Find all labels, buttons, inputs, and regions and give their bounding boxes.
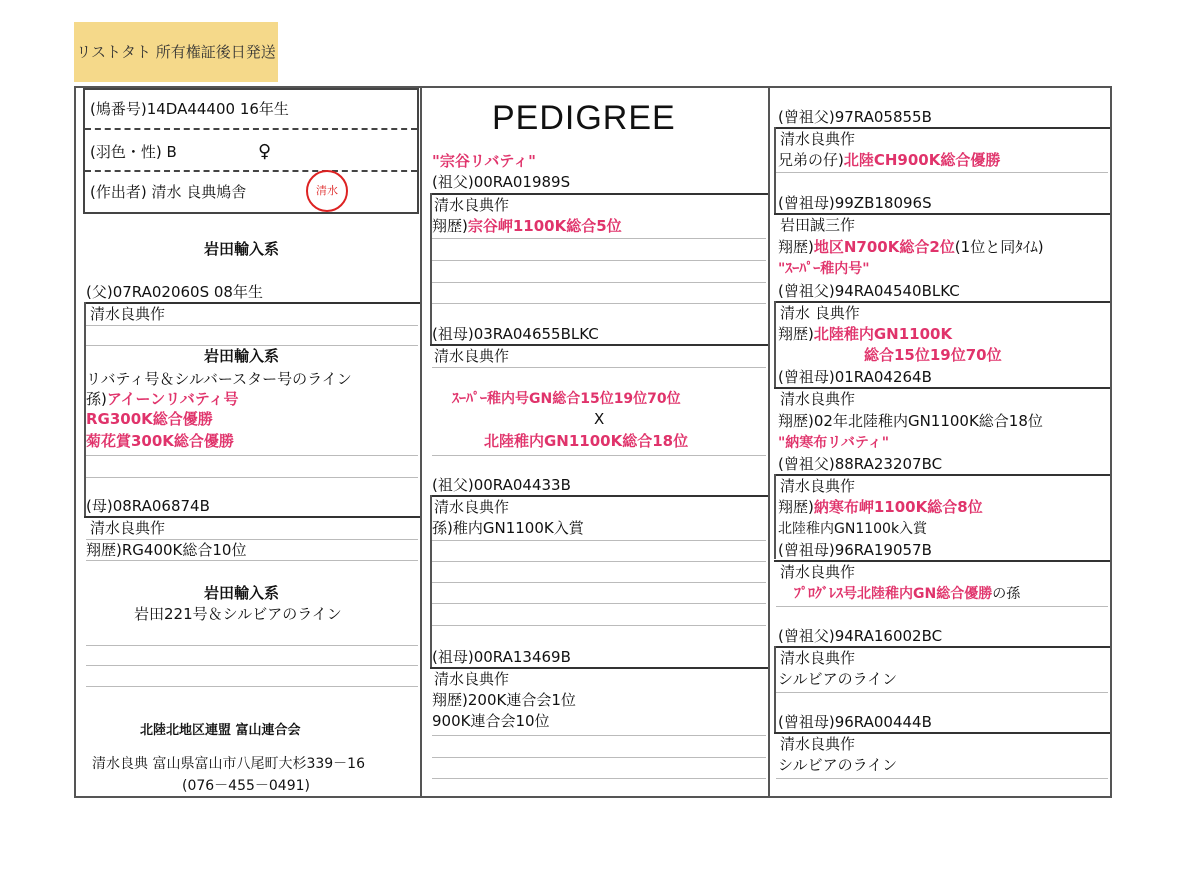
rule <box>432 540 766 541</box>
sire-award-1: RG300K総合優勝 <box>86 410 213 428</box>
rule <box>432 582 766 583</box>
record-award: 北陸稚内GN1100K <box>813 325 953 343</box>
footer-phone: (076－455－0491) <box>182 778 310 794</box>
rule <box>86 539 418 540</box>
ggs2-ring: (曾祖父)94RA04540BLKC <box>778 282 960 300</box>
divider <box>85 128 417 130</box>
ggs3-record <box>778 498 983 516</box>
rule <box>432 260 766 261</box>
ggd4-underline <box>774 732 1110 734</box>
ggd1-underline <box>774 213 1110 215</box>
ggs3-ring: (曾祖父)88RA23207BC <box>778 455 943 473</box>
ggd3-ring: (曾祖母)96RA19057B <box>778 541 932 559</box>
ggs4-bracket <box>774 646 776 732</box>
rule <box>432 455 766 456</box>
ggs2-breeder: 清水 良典作 <box>780 304 860 322</box>
granddam-breeder: 清水良典作 <box>434 347 510 365</box>
rule <box>432 561 766 562</box>
ggd4-breeder: 清水良典作 <box>780 735 856 753</box>
rule <box>776 172 1108 173</box>
divider <box>85 170 417 172</box>
footer-address: 清水良典 富山県富山市八尾町大杉339－16 <box>92 756 365 772</box>
grandchild-prefix: 孫) <box>86 390 107 408</box>
rule <box>776 606 1108 607</box>
rule <box>432 603 766 604</box>
rule <box>86 345 418 346</box>
ggs3-bracket <box>774 474 776 559</box>
ggd2-record: 翔歴)02年北陸稚内GN1100K総合18位 <box>778 412 1043 430</box>
sire-breeder: 清水良典作 <box>90 305 166 323</box>
record-award: 地区N700K総合2位 <box>813 238 955 256</box>
dam-line: 岩田221号＆シルビアのライン <box>134 605 342 623</box>
ggs3-record-2: 北陸稚内GN1100k入賞 <box>778 521 928 537</box>
dam-grandsire-record: 孫)稚内GN1100K入賞 <box>432 519 584 537</box>
note-award: 北陸CH900K総合優勝 <box>843 151 1001 169</box>
column-divider-2 <box>768 88 770 796</box>
sire-underline <box>84 302 420 304</box>
sire-grandchild <box>86 390 239 408</box>
grandsire-bracket <box>430 193 432 345</box>
dam-underline <box>84 516 420 518</box>
rule <box>432 757 766 758</box>
ggd3-underline <box>774 560 1110 562</box>
footer-club: 北陸北地区連盟 富山連合会 <box>140 723 301 738</box>
ggs4-line: シルビアのライン <box>778 670 898 688</box>
grandsire-breeder: 清水良典作 <box>434 196 510 214</box>
dam-grandsire-underline <box>430 495 768 497</box>
ggs4-breeder: 清水良典作 <box>780 649 856 667</box>
ggd2-breeder: 清水良典作 <box>780 390 856 408</box>
ggs3-breeder: 清水良典作 <box>780 477 856 495</box>
seal-stamp: 清水 <box>306 170 348 212</box>
ggs1-ring: (曾祖父)97RA05855B <box>778 108 932 126</box>
record-award: 宗谷岬1100K総合5位 <box>467 217 622 235</box>
ggs2-underline <box>774 301 1110 303</box>
ggd3-note <box>794 585 1020 603</box>
granddam-underline <box>430 344 768 346</box>
dam-lineage: 岩田輸入系 <box>204 584 280 602</box>
ggs2-name: "ｽｰﾊﾟｰ稚内号" <box>778 261 870 277</box>
sticky-note: リストタト 所有権証後日発送 <box>74 22 278 82</box>
ggs2-record <box>778 325 952 343</box>
bird-ring: (鳩番号)14DA44400 16年生 <box>90 100 289 118</box>
rule <box>432 778 766 779</box>
rule <box>432 238 766 239</box>
ggd2-underline <box>774 387 1110 389</box>
dam-record: 翔歴)RG400K総合10位 <box>86 541 247 559</box>
rule <box>86 477 418 478</box>
grandsire-underline <box>430 193 768 195</box>
grandsire-name: "宗谷リバティ" <box>432 152 536 170</box>
dam-grandsire-ring: (祖父)00RA04433B <box>432 476 571 494</box>
rule <box>432 735 766 736</box>
ggs3-name: "納寒布リバティ" <box>778 435 890 451</box>
ggs4-ring: (曾祖父)94RA16002BC <box>778 627 943 645</box>
note-award: ﾌﾟﾛｸﾞﾚｽ号北陸稚内GN総合優勝 <box>794 586 993 602</box>
rule <box>86 665 418 666</box>
cross-line-2: 北陸稚内GN1100K総合18位 <box>484 432 689 450</box>
rule <box>86 455 418 456</box>
note-suffix: の孫 <box>992 586 1021 602</box>
grandchild-name: アイーンリバティ号 <box>106 390 239 408</box>
dam-grandsire-breeder: 清水良典作 <box>434 498 510 516</box>
cross-line-1: ｽｰﾊﾟｰ稚内号GN総合15位19位70位 <box>452 391 681 407</box>
grandsire-record <box>432 217 622 235</box>
rule <box>432 367 766 368</box>
record-prefix: 翔歴) <box>778 238 814 256</box>
ggs3-underline <box>774 474 1110 476</box>
record-prefix: 翔歴) <box>432 217 468 235</box>
ggd1-breeder: 岩田誠三作 <box>780 216 856 234</box>
sire-ring: (父)07RA02060S 08年生 <box>86 283 263 301</box>
dam-granddam-breeder: 清水良典作 <box>434 670 510 688</box>
record-award: 納寒布岬1100K総合8位 <box>813 498 983 516</box>
column-divider-1 <box>420 88 422 796</box>
ggs1-breeder: 清水良典作 <box>780 130 856 148</box>
dam-granddam-ring: (祖母)00RA13469B <box>432 648 571 666</box>
ggd2-ring: (曾祖母)01RA04264B <box>778 368 932 386</box>
ggs1-note <box>778 151 1000 169</box>
ggs4-underline <box>774 646 1110 648</box>
ggs1-bracket <box>774 127 776 213</box>
dam-ring: (母)08RA06874B <box>86 497 210 515</box>
record-prefix: 翔歴) <box>778 325 814 343</box>
rule <box>432 282 766 283</box>
cross-x: X <box>594 410 605 428</box>
dam-granddam-underline <box>430 667 768 669</box>
rule <box>86 325 418 326</box>
ggd1-record <box>778 238 1044 256</box>
record-prefix: 翔歴) <box>778 498 814 516</box>
note-prefix: 兄弟の仔) <box>778 151 844 169</box>
record-suffix: (1位と同ﾀｲﾑ) <box>954 238 1044 256</box>
bird-color-sex: (羽色・性) B <box>90 143 177 161</box>
rule <box>86 560 418 561</box>
rule <box>776 778 1108 779</box>
left-lineage: 岩田輸入系 <box>204 240 280 258</box>
sire-line: リバティ号＆シルバースター号のライン <box>86 370 352 388</box>
granddam-ring: (祖母)03RA04655BLKC <box>432 325 599 343</box>
ggs2-bracket <box>774 301 776 387</box>
dam-granddam-record-1: 翔歴)200K連合会1位 <box>432 691 576 709</box>
rule <box>432 303 766 304</box>
sire-lineage: 岩田輸入系 <box>204 347 280 365</box>
ggs2-record-2: 総合15位19位70位 <box>864 346 1002 364</box>
grandsire-ring: (祖父)00RA01989S <box>432 173 571 191</box>
bird-breeder: (作出者) 清水 良典鳩舎 <box>90 183 247 201</box>
rule <box>776 692 1108 693</box>
page-title: PEDIGREE <box>492 99 676 137</box>
ggd1-ring: (曾祖母)99ZB18096S <box>778 194 932 212</box>
dam-breeder: 清水良典作 <box>90 519 166 537</box>
ggs1-underline <box>774 127 1110 129</box>
female-symbol-icon: ♀ <box>258 141 272 162</box>
ggd4-ring: (曾祖母)96RA00444B <box>778 713 932 731</box>
sire-award-2: 菊花賞300K総合優勝 <box>86 432 234 450</box>
dam-granddam-record-2: 900K連合会10位 <box>432 712 550 730</box>
rule <box>86 686 418 687</box>
rule <box>432 625 766 626</box>
ggd3-breeder: 清水良典作 <box>780 563 856 581</box>
rule <box>86 645 418 646</box>
ggd4-line: シルビアのライン <box>778 756 898 774</box>
